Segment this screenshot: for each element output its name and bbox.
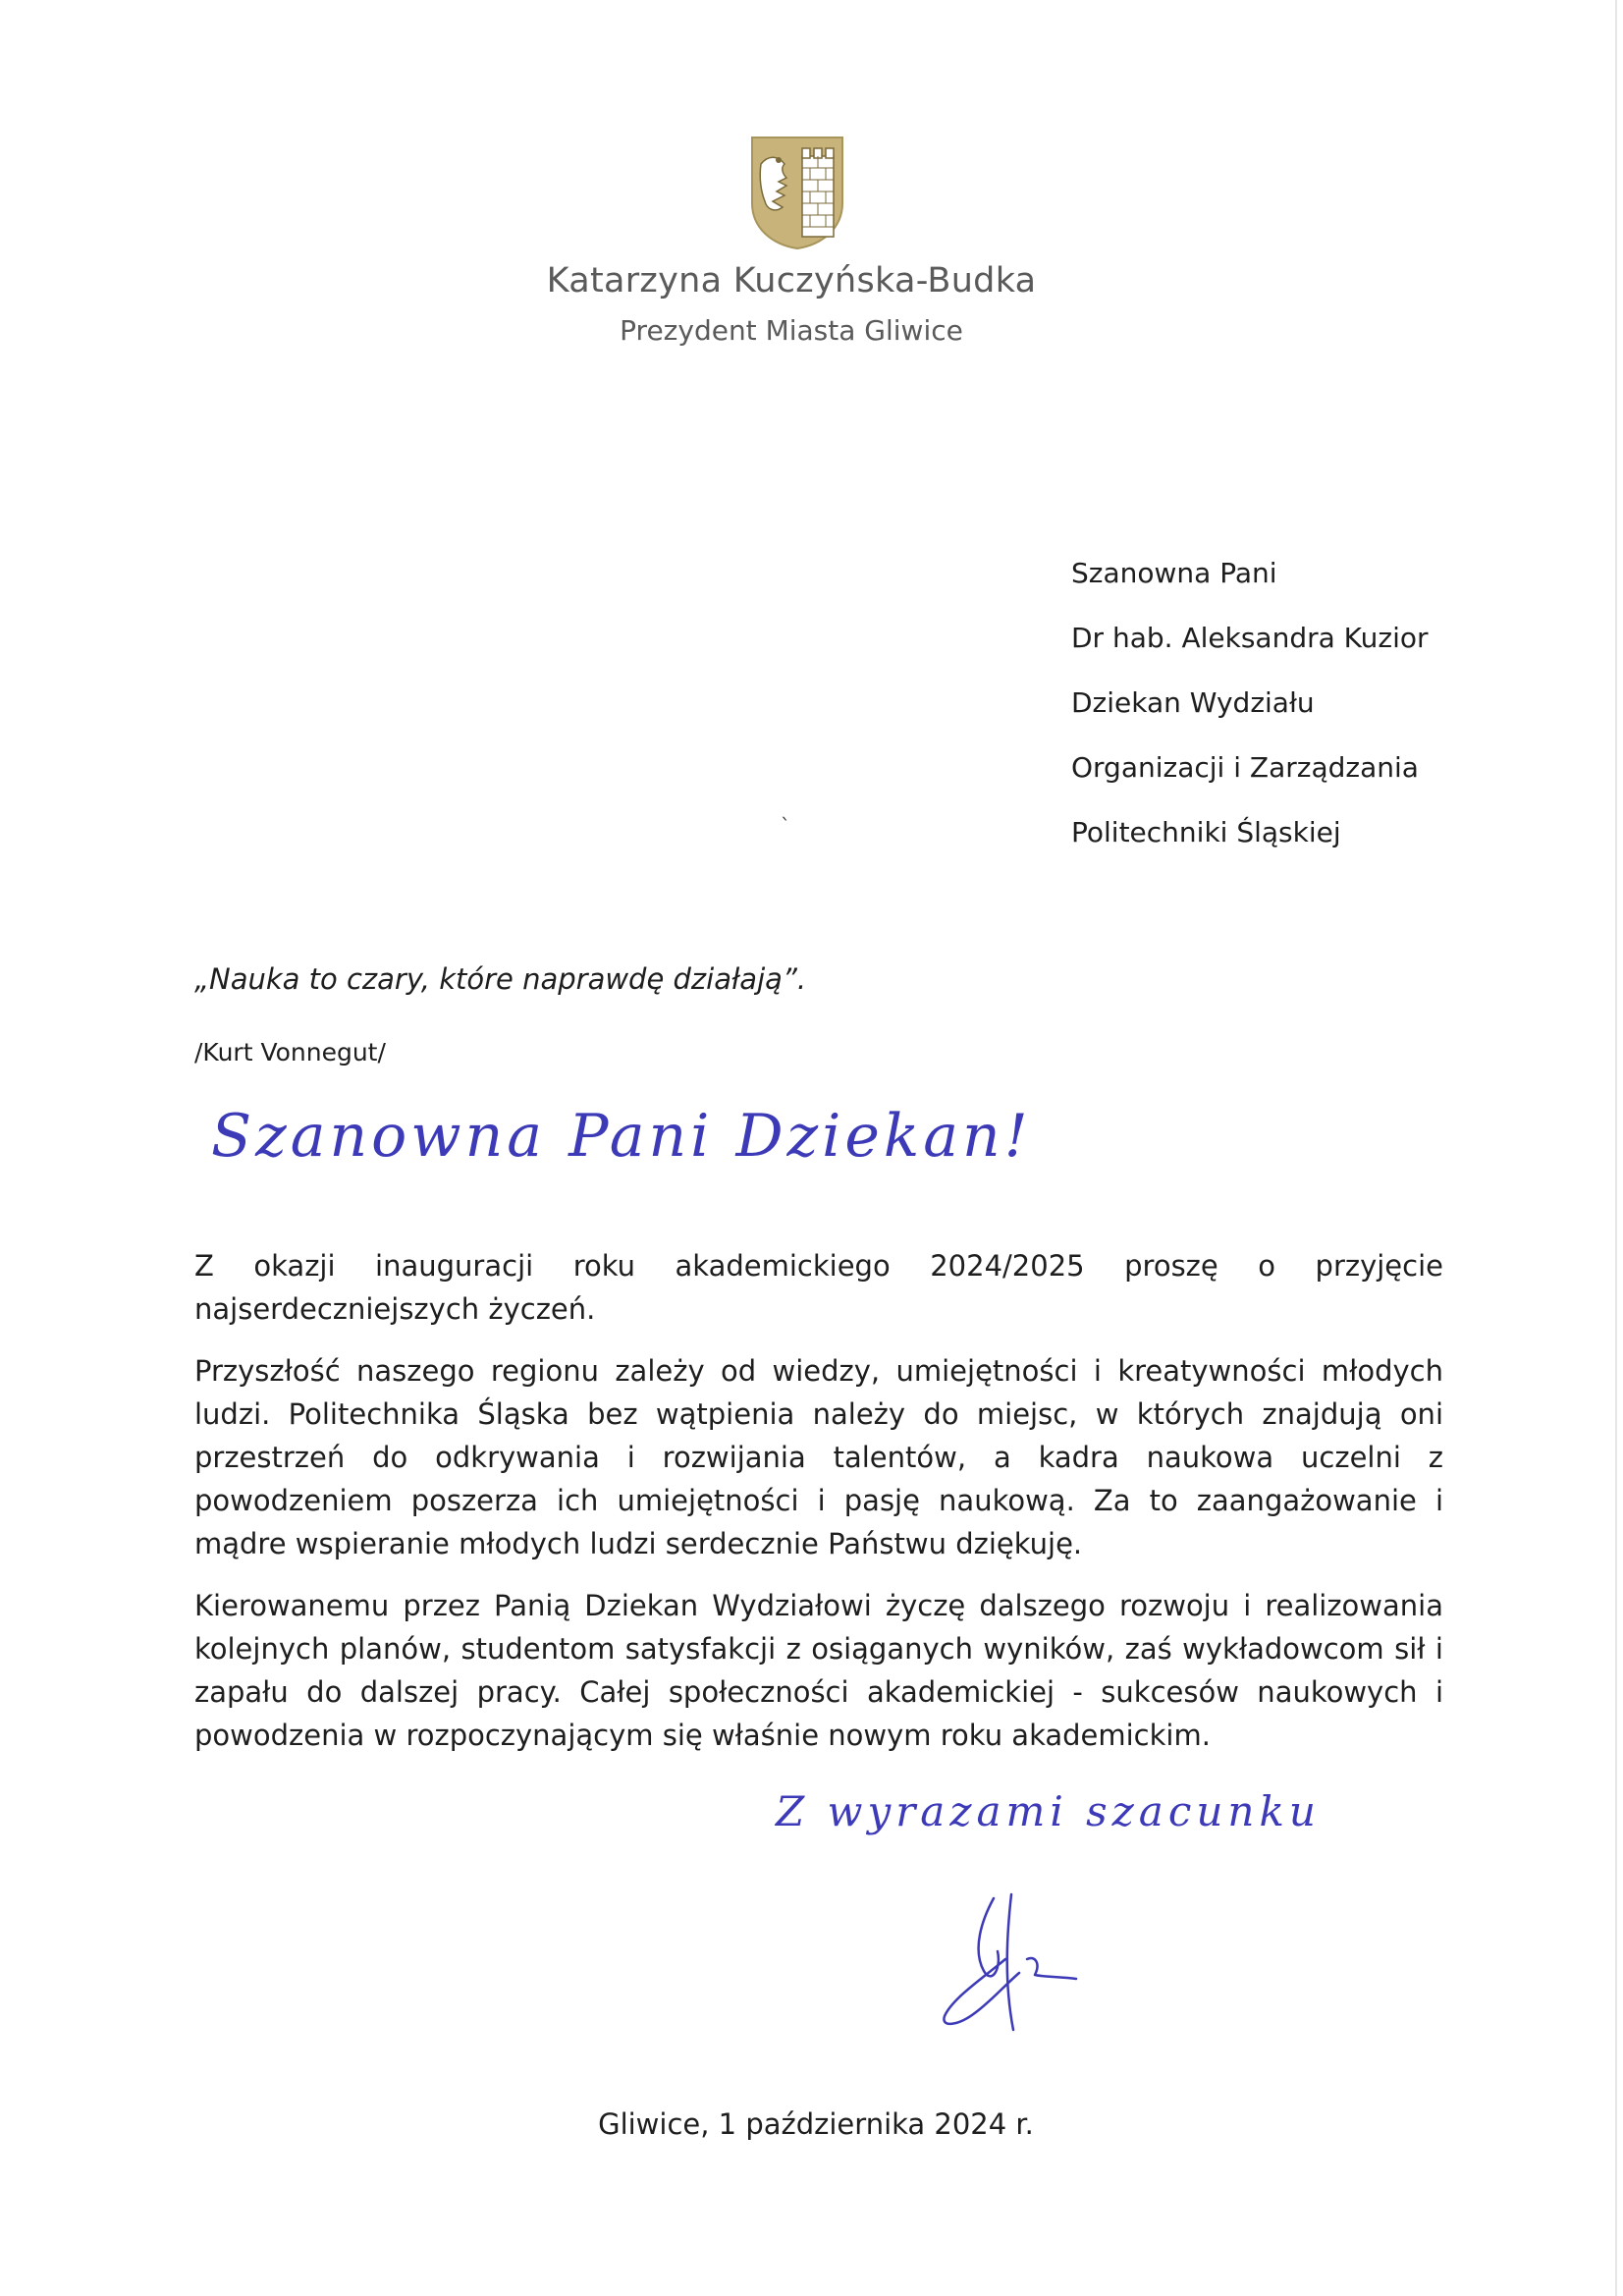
epigraph-author: /Kurt Vonnegut/ [194,1038,386,1066]
sender-title: Prezydent Miasta Gliwice [620,314,963,347]
stray-mark: ` [781,814,790,838]
body-paragraph: Z okazji inauguracji roku akademickiego 2024/2025 proszę o przyjęcie najserdeczniejszych życzeń. [194,1249,1443,1326]
recipient-line: Organizacji i Zarządzania [1071,751,1419,784]
recipient-line: Politechniki Śląskiej [1071,816,1341,848]
body-paragraph: Przyszłość naszego regionu zależy od wiedzy, umiejętności i kreatywności młodych ludzi. Politechnika Śląska bez wątpienia należy do miejsc, w których znajdują oni przestrzeń do odkrywania i rozwijania talentów, a kadra naukowa uczelni z powodzeniem poszerza ich umiejętności i pasję naukową. Za to zaangażowanie i mądre wspieranie młodych ludzi serdecznie Państwu dziękuję. [194,1354,1443,1560]
recipient-line: Dr hab. Aleksandra Kuzior [1071,622,1429,654]
recipient-line: Dziekan Wydziału [1071,686,1315,719]
place-and-date: Gliwice, 1 października 2024 r. [598,2107,1034,2141]
handwritten-closing: Z wyrazami szacunku [776,1787,1321,1835]
gliwice-coat-of-arms-icon [749,135,845,250]
body-paragraph: Kierowanemu przez Panią Dziekan Wydziałowi życzę dalszego rozwoju i realizowania kolejnych planów, studentom satysfakcji z osiąganych wyników, zaś wykładowcom sił i zapału do dalszej pracy. Całej społeczności akademickiej - sukcesów naukowych i powodzenia w rozpoczynającym się właśnie nowym roku akademickim. [194,1589,1443,1752]
handwritten-salutation: Szanowna Pani Dziekan! [211,1102,1032,1171]
recipient-line: Szanowna Pani [1071,557,1277,589]
handwritten-signature-icon [933,1890,1109,2038]
recipient-address [1071,556,1429,880]
scan-edge-line [1615,0,1617,2296]
sender-name: Katarzyna Kuczyńska-Budka [546,261,1037,301]
epigraph-quote: „Nauka to czary, które naprawdę działają”. [194,962,807,996]
